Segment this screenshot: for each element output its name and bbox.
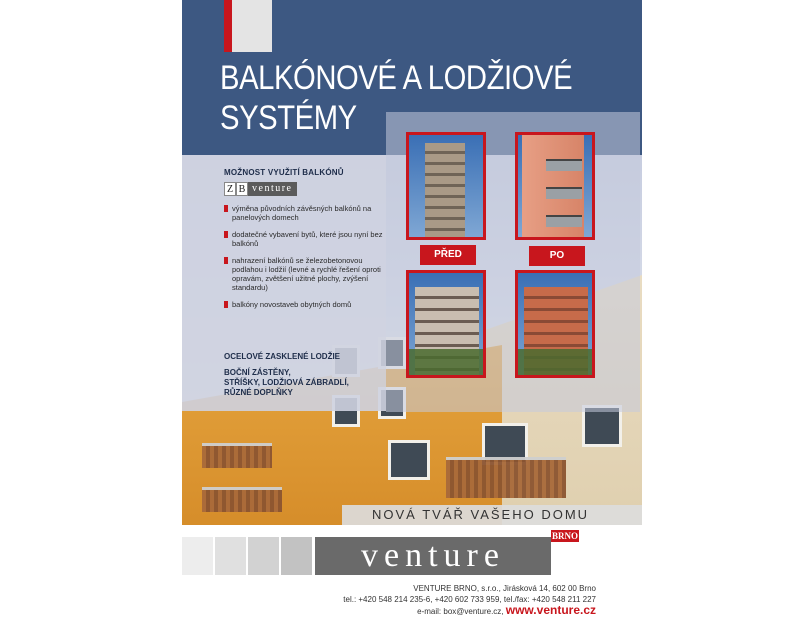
slogan-banner: NOVÁ TVÁŘ VAŠEHO DOMU xyxy=(342,505,642,525)
bullet-marker xyxy=(224,301,228,308)
brochure-page xyxy=(182,0,642,644)
venture-logo: venture xyxy=(315,537,551,575)
products-line: STŘÍŠKY, LODŽIOVÁ ZÁBRADLÍ, xyxy=(224,378,349,387)
phone-numbers: tel.: +420 548 214 235-6, +420 602 733 959, tel./fax: +420 548 211 227 xyxy=(343,595,596,604)
logo-block xyxy=(281,537,312,575)
window xyxy=(388,440,430,480)
title-line-1: BALKÓNOVÉ A LODŽIOVÉ xyxy=(220,59,573,97)
zb-logo-name: venture xyxy=(248,182,297,196)
logo-block xyxy=(182,537,213,575)
list-item-text: výměna původních závěsných balkónů na panelových domech xyxy=(232,204,372,222)
list-item-text: nahrazení balkónů se železobetonovou podlahou i lodžií (levné a rychlé řešení oproti opravám, zvětšení užitné plochy, zvýšení standardu) xyxy=(232,256,381,292)
bullet-marker xyxy=(224,257,228,264)
zb-logo-letter: Z xyxy=(224,182,236,196)
list-item-text: dodatečné vybavení bytů, které jsou nyní bez balkónů xyxy=(232,230,383,248)
products-line: RŮZNÉ DOPLŇKY xyxy=(224,388,293,397)
contact-info xyxy=(343,583,596,617)
products-heading: OCELOVÉ ZASKLENÉ LODŽIE xyxy=(224,352,341,361)
after-photo-block xyxy=(515,270,595,378)
benefits-list xyxy=(224,204,384,317)
bullet-marker xyxy=(224,231,228,238)
logo-color-blocks xyxy=(182,537,314,575)
zb-venture-logo xyxy=(224,182,297,196)
list-item-text: balkóny novostaveb obytných domů xyxy=(232,300,352,309)
list-item xyxy=(224,300,384,309)
brno-badge: BRNO xyxy=(551,531,578,541)
list-item xyxy=(224,204,384,222)
products-section xyxy=(224,352,394,398)
before-label: PŘED xyxy=(420,245,476,265)
website-link[interactable]: www.venture.cz xyxy=(505,603,596,617)
zb-logo-letter: B xyxy=(236,182,248,196)
header-accent-red-bar xyxy=(224,0,232,52)
balcony xyxy=(446,457,566,498)
email-line xyxy=(343,605,596,617)
products-line: BOČNÍ ZÁSTĚNY, xyxy=(224,368,291,377)
logo-block xyxy=(248,537,279,575)
sidebar-heading: MOŽNOST VYUŽITÍ BALKÓNŮ xyxy=(224,168,344,177)
after-photo-tower xyxy=(515,132,595,240)
logo-block xyxy=(215,537,246,575)
before-photo-block xyxy=(406,270,486,378)
title-line-2: SYSTÉMY xyxy=(220,99,357,137)
bullet-marker xyxy=(224,205,228,212)
before-photo-tower xyxy=(406,132,486,240)
email-address: e-mail: box@venture.cz, xyxy=(417,607,504,616)
balcony xyxy=(202,443,272,468)
balcony xyxy=(202,487,282,512)
company-address: VENTURE BRNO, s.r.o., Jirásková 14, 602 00 Brno xyxy=(413,584,596,593)
after-label: PO xyxy=(529,246,585,266)
list-item xyxy=(224,230,384,248)
list-item xyxy=(224,256,384,292)
